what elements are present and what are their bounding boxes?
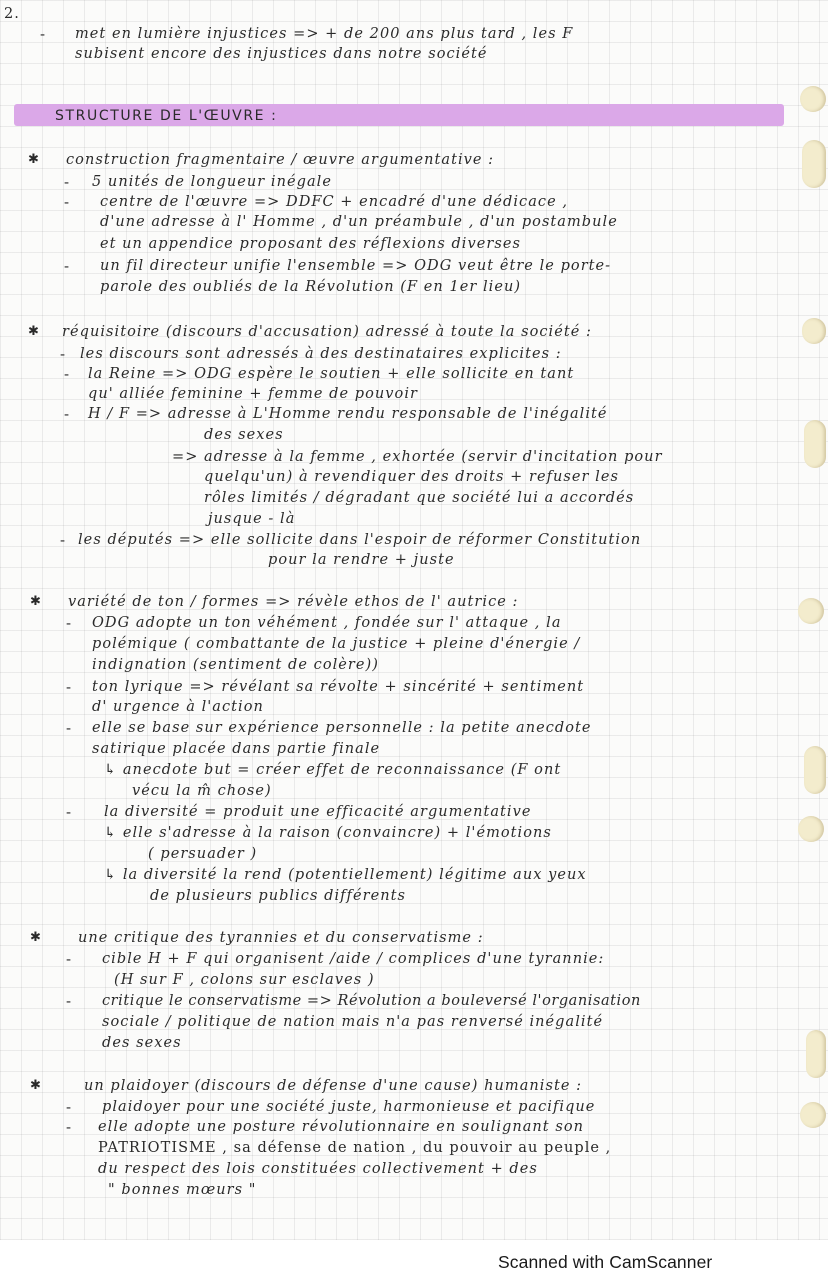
note-line: et un appendice proposant des réflexions diverses [100,236,521,252]
binder-hole [800,86,826,112]
scanner-watermark: Scanned with CamScanner [498,1252,713,1272]
note-line: elle adopte une posture révolutionnaire en soulignant son [98,1119,585,1135]
note-line: ( persuader ) [148,846,258,862]
note-line: du respect des lois constituées collectivement + des [98,1161,538,1177]
note-line: ↳ elle s'adresse à la raison (convaincre) + l'émotions [104,825,552,841]
binder-hole [804,420,826,468]
dash-bullet: - [64,405,70,423]
note-line: => adresse à la femme , exhortée (servir d'incitation pour [172,449,663,465]
note-line: parole des oubliés de la Révolution (F en 1er lieu) [100,279,522,295]
note-line: rôles limités / dégradant que société lui a accordés [204,490,635,506]
dash-bullet: - [40,25,46,43]
dash-bullet: - [66,614,72,632]
star-bullet: ✱ [28,324,39,339]
note-line: ↳ anecdote but = créer effet de reconnaissance (F ont [104,762,562,778]
dash-bullet: - [66,803,72,821]
note-line: jusque - là [208,511,296,527]
section-heading: STRUCTURE DE L'ŒUVRE : [55,108,278,124]
note-line: centre de l'œuvre => DDFC + encadré d'une dédicace , [100,194,569,210]
dash-bullet: - [66,678,72,696]
note-line: plaidoyer pour une société juste, harmonieuse et pacifique [102,1099,596,1115]
note-line: elle se base sur expérience personnelle : la petite anecdote [92,720,592,736]
note-line: d'une adresse à l' Homme , d'un préambule , d'un postambule [100,214,618,230]
note-line: 5 unités de longueur inégale [92,174,332,190]
dash-bullet: - [64,257,70,275]
note-line: de plusieurs publics différents [150,888,406,904]
page-number: 2. [4,6,20,22]
dash-bullet: - [66,1098,72,1116]
note-line: ↳ la diversité la rend (potentiellement) légitime aux yeux [104,867,587,883]
note-line: ODG adopte un ton véhément , fondée sur l' attaque , la [92,615,562,631]
star-bullet: ✱ [30,594,41,609]
note-line: la Reine => ODG espère le soutien + elle sollicite en tant [88,366,575,382]
note-line: critique le conservatisme => Révolution a bouleversé l'organisation [102,993,641,1009]
note-line: quelqu'un) à revendiquer des droits + refuser les [204,469,619,485]
dash-bullet: - [66,950,72,968]
note-line: " bonnes mœurs " [108,1182,257,1198]
dash-bullet: - [60,531,66,549]
dash-bullet: - [64,173,70,191]
note-line: sociale / politique de nation mais n'a pas renversé inégalité [102,1014,604,1030]
dash-bullet: - [64,193,70,211]
binder-hole [804,746,826,794]
dash-bullet: - [64,365,70,383]
note-line: les députés => elle sollicite dans l'espoir de réformer Constitution [78,532,642,548]
note-line: pour la rendre + juste [268,552,455,568]
dash-bullet: - [66,1118,72,1136]
note-line: qu' alliée feminine + femme de pouvoir [88,386,418,402]
section-title: variété de ton / formes => révèle ethos de l' autrice : [68,594,519,610]
binder-hole [802,318,826,344]
note-line: les discours sont adressés à des destinataires explicites : [80,346,562,362]
star-bullet: ✱ [28,152,39,167]
note-line: indignation (sentiment de colère)) [92,657,379,673]
note-line: H / F => adresse à L'Homme rendu responsable de l'inégalité [88,406,608,422]
dash-bullet: - [66,992,72,1010]
binder-hole [806,1030,826,1078]
note-line: cible H + F qui organisent /aide / complices d'une tyrannie: [102,951,605,967]
binder-hole [802,140,826,188]
section-title: réquisitoire (discours d'accusation) adressé à toute la société : [62,324,592,340]
intro-line: subisent encore des injustices dans notre société [75,46,488,62]
note-line: PATRIOTISME , sa défense de nation , du pouvoir au peuple , [98,1140,612,1156]
binder-hole [798,816,824,842]
note-line: satirique placée dans partie finale [92,741,381,757]
star-bullet: ✱ [30,1078,41,1093]
note-line: ton lyrique => révélant sa révolte + sincérité + sentiment [92,679,585,695]
binder-hole [798,598,824,624]
section-title: un plaidoyer (discours de défense d'une cause) humaniste : [84,1078,583,1094]
note-line: d' urgence à l'action [92,699,264,715]
note-line: des sexes [204,427,284,443]
note-line: polémique ( combattante de la justice + pleine d'énergie / [92,636,581,652]
section-title: construction fragmentaire / œuvre argumentative : [66,152,495,168]
note-line: un fil directeur unifie l'ensemble => ODG veut être le porte- [100,258,612,274]
dash-bullet: - [60,345,66,363]
note-line: (H sur F , colons sur esclaves ) [114,972,375,988]
intro-line: met en lumière injustices => + de 200 ans plus tard , les F [75,26,574,42]
note-line: la diversité = produit une efficacité argumentative [104,804,532,820]
note-line: des sexes [102,1035,182,1051]
star-bullet: ✱ [30,930,41,945]
binder-hole [800,1102,826,1128]
section-title: une critique des tyrannies et du conservatisme : [78,930,484,946]
note-line: vécu la m̂ chose) [132,783,272,799]
dash-bullet: - [66,719,72,737]
